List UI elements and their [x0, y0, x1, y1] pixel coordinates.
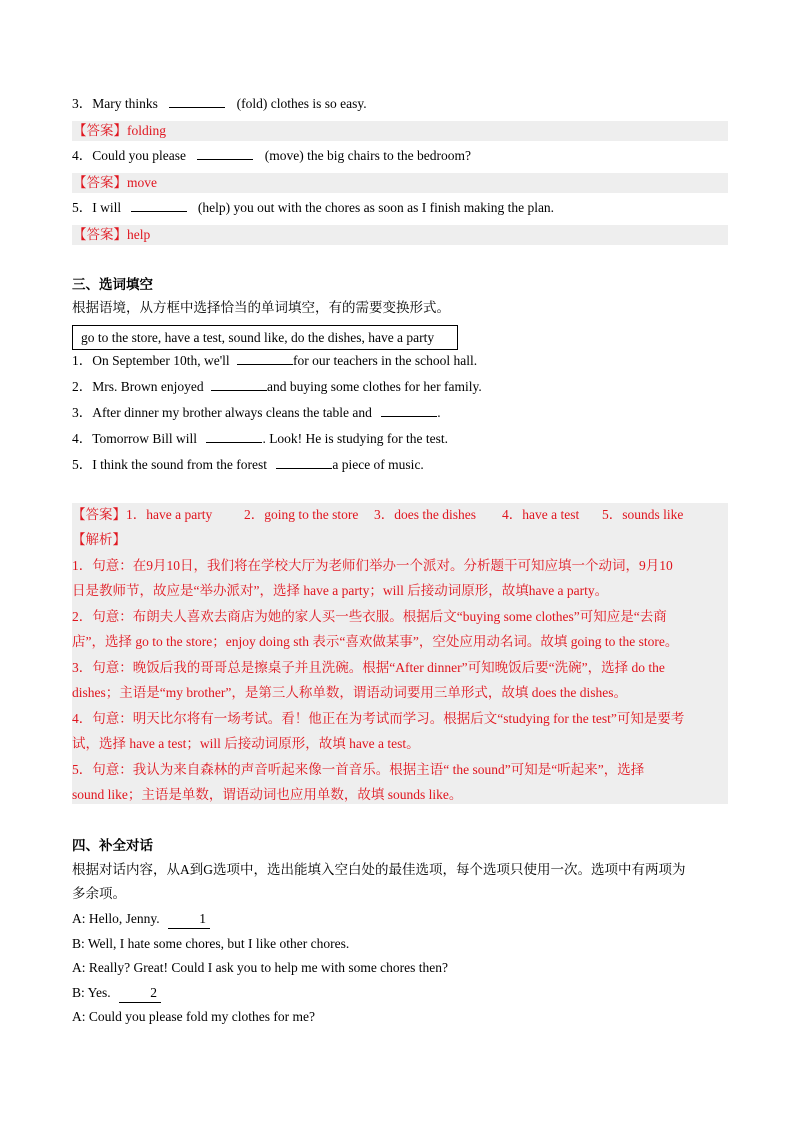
- dialogue-line: A: Really? Great! Could I ask you to help me with some chores then?: [72, 960, 449, 975]
- question-text: 2．Mrs. Brown enjoyed: [72, 379, 204, 394]
- section-instruction: 根据对话内容，从A到G选项中，选出能填入空白处的最佳选项，每个选项只使用一次。选项中有两项为: [72, 862, 686, 877]
- section-instruction: 多余项。: [72, 886, 126, 901]
- dialogue-line: [72, 984, 161, 1003]
- answer-value: move: [127, 175, 157, 190]
- answer-label: 【答案】: [72, 507, 126, 522]
- answer-blank[interactable]: [381, 404, 437, 417]
- question-suffix: a piece of music.: [332, 457, 424, 472]
- answer-label: 【答案】: [73, 227, 127, 242]
- answer-item: 2．going to the store: [244, 507, 359, 522]
- question-text: 3．After dinner my brother always cleans the table and: [72, 405, 372, 420]
- answer-bar: [72, 121, 728, 141]
- question-3: [72, 95, 367, 113]
- answer-bar: [72, 225, 728, 245]
- dialogue-line: [72, 910, 210, 929]
- answer-5: [73, 225, 150, 245]
- dialogue-text: A: Hello, Jenny.: [72, 911, 160, 926]
- question-suffix: and buying some clothes for her family.: [267, 379, 482, 394]
- answer-blank[interactable]: [206, 430, 262, 443]
- answer-3: [73, 121, 166, 141]
- answer-blank[interactable]: [197, 147, 253, 160]
- question-text: 4．Could you please: [72, 148, 186, 163]
- question-suffix: for our teachers in the school hall.: [293, 353, 478, 368]
- answer-label: 【答案】: [73, 175, 127, 190]
- analysis-line: 4．句意：明天比尔将有一场考试。看！他正在为考试而学习。根据后文“studying for the test”可知是要考: [72, 711, 685, 726]
- question-text: 3．Mary thinks: [72, 96, 158, 111]
- question-text: 4．Tomorrow Bill will: [72, 431, 198, 446]
- answer-blank[interactable]: [131, 199, 187, 212]
- word-box: go to the store, have a test, sound like, do the dishes, have a party: [72, 325, 458, 350]
- analysis-line: 店”，选择 go to the store；enjoy doing sth 表示“喜欢做某事”，空处应用动名词。故填 going to the store。: [72, 634, 679, 649]
- question-text: 5．I think the sound from the forest: [72, 457, 267, 472]
- fill-question-3: [72, 404, 441, 422]
- fill-question-5: [72, 456, 424, 474]
- question-suffix: . Look! He is studying for the test.: [262, 431, 449, 446]
- section-instruction: 根据语境，从方框中选择恰当的单词填空，有的需要变换形式。: [72, 300, 450, 315]
- fill-question-2: [72, 378, 482, 396]
- question-text: 1．On September 10th, we'll: [72, 353, 230, 368]
- dialogue-text: B: Yes.: [72, 985, 111, 1000]
- answer-value: folding: [127, 123, 166, 138]
- question-text: 5．I will: [72, 200, 122, 215]
- dialogue-line: A: Could you please fold my clothes for me?: [72, 1009, 315, 1024]
- question-5: [72, 199, 554, 217]
- question-hint: (move) the big chairs to the bedroom?: [264, 148, 471, 163]
- dialogue-line: B: Well, I hate some chores, but I like other chores.: [72, 936, 350, 951]
- analysis-line: 5．句意：我认为来自森林的声音听起来像一首音乐。根据主语“ the sound”可知是“听起来”，选择: [72, 762, 645, 777]
- answer-blank[interactable]: [211, 378, 267, 391]
- answer-value: help: [127, 227, 151, 242]
- analysis-line: dishes；主语是“my brother”，是第三人称单数，谓语动词要用三单形式，故填 does the dishes。: [72, 685, 627, 700]
- section-heading: 三、选词填空: [72, 277, 153, 293]
- question-suffix: .: [437, 405, 441, 420]
- answer-item: 4．have a test: [502, 507, 580, 522]
- fill-question-1: [72, 352, 477, 370]
- answer-blank[interactable]: [276, 456, 332, 469]
- answer-bar: [72, 173, 728, 193]
- analysis-label: 【解析】: [72, 532, 126, 547]
- section-heading: 四、补全对话: [72, 838, 153, 854]
- answer-item: 3．does the dishes: [374, 507, 476, 522]
- question-4: [72, 147, 471, 165]
- answer-blank[interactable]: [169, 95, 225, 108]
- answer-blank[interactable]: 2: [119, 984, 161, 1003]
- answers-line: [72, 506, 728, 524]
- analysis-line: 3．句意：晚饭后我的哥哥总是擦桌子并且洗碗。根据“After dinner”可知晚饭后要“洗碗”，选择 do the: [72, 660, 665, 675]
- analysis-line: 2．句意：布朗夫人喜欢去商店为她的家人买一些衣服。根据后文“buying some clothes”可知应是“去商: [72, 609, 667, 624]
- question-hint: (help) you out with the chores as soon as I finish making the plan.: [197, 200, 555, 215]
- answer-blank[interactable]: [237, 352, 293, 365]
- fill-question-4: [72, 430, 448, 448]
- analysis-line: 1．句意：在9月10日，我们将在学校大厅为老师们举办一个派对。分析题干可知应填一个动词，9月10: [72, 558, 673, 573]
- analysis-line: 试，选择 have a test；will 后接动词原形，故填 have a test。: [72, 736, 420, 751]
- answer-item: 1．have a party: [126, 507, 213, 522]
- analysis-line: sound like；主语是单数，谓语动词也应用单数，故填 sounds like。: [72, 787, 463, 802]
- answer-blank[interactable]: 1: [168, 910, 210, 929]
- answer-label: 【答案】: [73, 123, 127, 138]
- question-hint: (fold) clothes is so easy.: [236, 96, 367, 111]
- answer-item: 5．sounds like: [602, 507, 684, 522]
- answer-4: [73, 173, 157, 193]
- analysis-line: 日是教师节，故应是“举办派对”，选择 have a party；will 后接动词原形，故填have a party。: [72, 583, 609, 598]
